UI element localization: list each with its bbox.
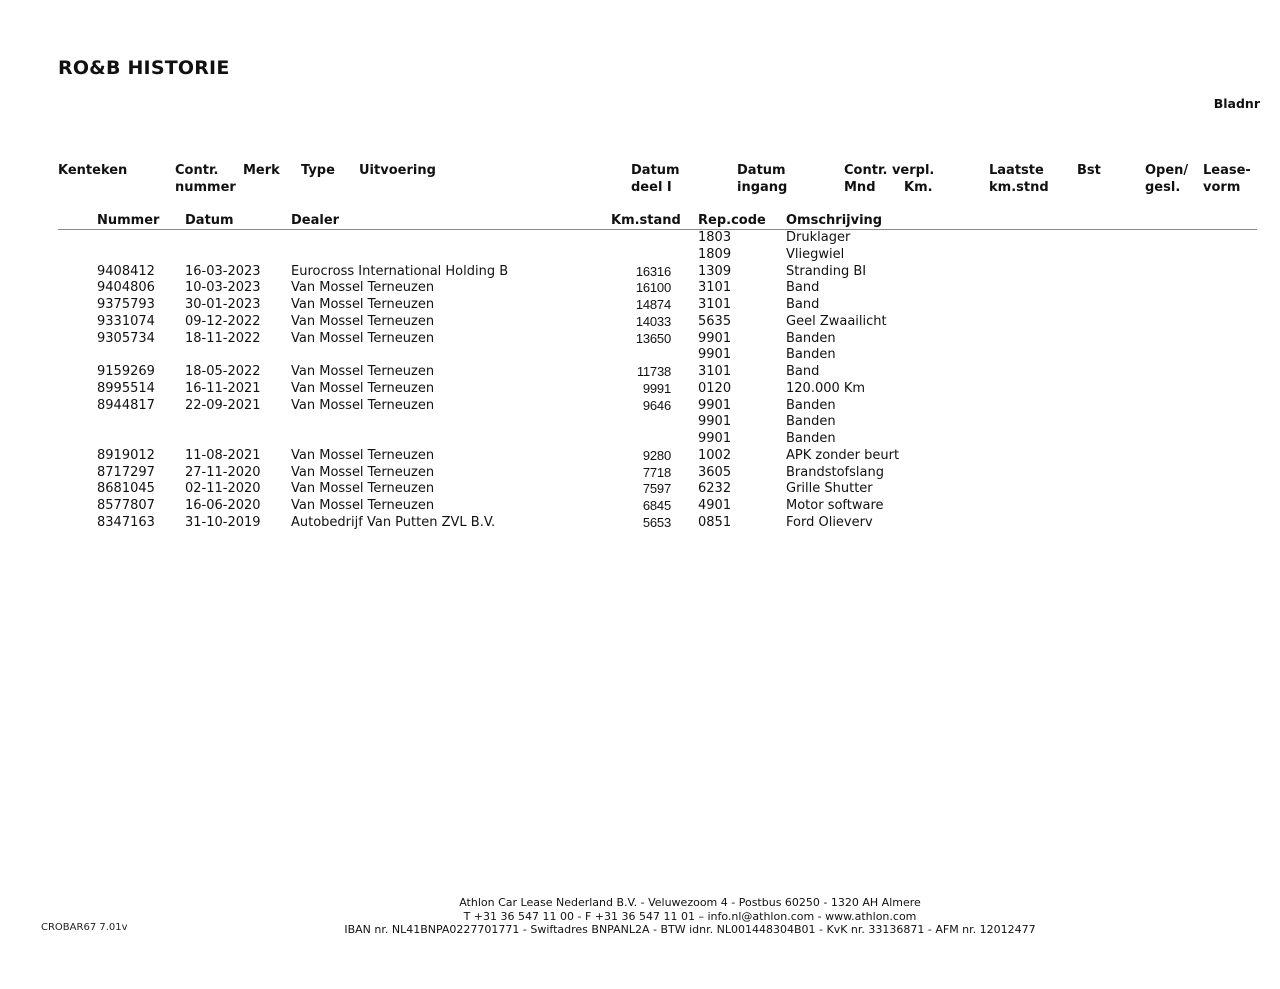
cell-kmstand: 16100 bbox=[635, 280, 671, 296]
cell-nummer: 9159269 bbox=[97, 364, 155, 379]
table-row bbox=[0, 264, 1280, 281]
header-contr-verpl-mnd: Mnd bbox=[844, 179, 876, 195]
header-kenteken: Kenteken bbox=[58, 163, 128, 178]
cell-repcode: 0120 bbox=[698, 380, 732, 396]
cell-kmstand: 9280 bbox=[642, 447, 671, 463]
header-uitvoering: Uitvoering bbox=[359, 163, 436, 178]
cell-omschrijving: Banden bbox=[786, 347, 836, 363]
cell-dealer: Van Mossel Terneuzen bbox=[291, 330, 435, 346]
header-contr-line1: Contr. bbox=[175, 163, 219, 178]
cell-omschrijving: Brandstofslang bbox=[786, 464, 884, 480]
table-row bbox=[0, 247, 1280, 264]
cell-omschrijving: Banden bbox=[786, 397, 836, 413]
cell-dealer: Autobedrijf Van Putten ZVL B.V. bbox=[291, 514, 496, 530]
cell-datum: 10-03-2023 bbox=[185, 280, 261, 296]
cell-dealer: Van Mossel Terneuzen bbox=[291, 498, 435, 513]
cell-nummer: 8717297 bbox=[97, 464, 155, 480]
table-row bbox=[0, 414, 1280, 431]
header-datum-deel-line2: deel I bbox=[631, 179, 672, 195]
cell-omschrijving: Band bbox=[786, 297, 820, 312]
cell-kmstand: 9646 bbox=[642, 397, 671, 413]
header-lease-line1: Lease- bbox=[1203, 163, 1251, 178]
table-row bbox=[0, 481, 1280, 498]
cell-repcode: 9901 bbox=[698, 330, 732, 346]
cell-kmstand: 13650 bbox=[635, 330, 671, 346]
subheader-omschrijving: Omschrijving bbox=[786, 213, 883, 228]
cell-nummer: 8347163 bbox=[97, 514, 155, 530]
table-row bbox=[0, 347, 1280, 364]
cell-kmstand: 11738 bbox=[636, 364, 671, 379]
cell-kmstand: 16316 bbox=[635, 263, 671, 279]
subheader-nummer: Nummer bbox=[97, 213, 160, 228]
cell-repcode: 1002 bbox=[698, 447, 732, 463]
header-open-line1: Open/ bbox=[1145, 163, 1189, 178]
cell-kmstand: 7718 bbox=[642, 464, 671, 480]
cell-repcode: 9901 bbox=[698, 397, 732, 413]
cell-omschrijving: Banden bbox=[786, 330, 836, 346]
cell-dealer: Van Mossel Terneuzen bbox=[291, 464, 435, 480]
cell-dealer: Van Mossel Terneuzen bbox=[291, 297, 435, 312]
footer-line-contact: T +31 36 547 11 00 - F +31 36 547 11 01 – info.nl@athlon.com - www.athlon.com bbox=[463, 909, 917, 923]
header-datum-ingang bbox=[737, 163, 787, 196]
cell-datum: 30-01-2023 bbox=[185, 297, 261, 312]
cell-kmstand: 5653 bbox=[642, 514, 671, 530]
cell-repcode: 3101 bbox=[698, 364, 732, 379]
cell-dealer: Van Mossel Terneuzen bbox=[291, 380, 435, 396]
header-bst: Bst bbox=[1077, 163, 1101, 178]
table-row bbox=[0, 364, 1280, 381]
header-laatste-line1: Laatste bbox=[989, 163, 1044, 178]
cell-repcode: 1809 bbox=[698, 246, 732, 262]
cell-datum: 18-11-2022 bbox=[185, 330, 261, 346]
subheader-kmstand: Km.stand bbox=[611, 213, 681, 228]
cell-datum: 16-11-2021 bbox=[185, 380, 261, 396]
cell-omschrijving: Stranding BI bbox=[786, 263, 867, 279]
table-row bbox=[0, 297, 1280, 314]
cell-dealer: Van Mossel Terneuzen bbox=[291, 313, 435, 329]
header-datum-ingang-line2: ingang bbox=[737, 179, 788, 195]
cell-dealer: Van Mossel Terneuzen bbox=[291, 364, 435, 379]
cell-datum: 11-08-2021 bbox=[185, 447, 261, 463]
header-open-line2: gesl. bbox=[1145, 179, 1181, 195]
cell-nummer: 9331074 bbox=[97, 313, 155, 329]
table-row bbox=[0, 465, 1280, 482]
subheader-repcode: Rep.code bbox=[698, 213, 766, 228]
cell-kmstand: 6845 bbox=[642, 498, 671, 513]
cell-omschrijving: Banden bbox=[786, 414, 836, 430]
cell-nummer: 9408412 bbox=[97, 263, 155, 279]
table-row bbox=[0, 230, 1280, 247]
cell-omschrijving: 120.000 Km bbox=[786, 380, 866, 396]
table-row bbox=[0, 381, 1280, 398]
cell-datum: 02-11-2020 bbox=[185, 481, 261, 497]
header-datum-deel-line1: Datum bbox=[631, 163, 680, 178]
bladnr-label: Bladnr bbox=[1213, 96, 1260, 111]
footer-line-registration: IBAN nr. NL41BNPA0227701771 - Swiftadres BNPANL2A - BTW idnr. NL001448304B01 - KvK nr. 33136871 - AFM nr. 12012477 bbox=[344, 923, 1036, 936]
cell-repcode: 9901 bbox=[698, 431, 732, 446]
cell-datum: 16-06-2020 bbox=[185, 498, 261, 513]
table-row bbox=[0, 515, 1280, 532]
cell-omschrijving: Geel Zwaailicht bbox=[786, 313, 887, 329]
table-row bbox=[0, 280, 1280, 297]
header-laatste-line2: km.stnd bbox=[989, 179, 1049, 195]
table-row bbox=[0, 331, 1280, 348]
cell-omschrijving: Druklager bbox=[786, 230, 851, 245]
header-contr-verpl: Contr. verpl. bbox=[844, 163, 935, 178]
table-row bbox=[0, 431, 1280, 448]
page-title: RO&B HISTORIE bbox=[58, 57, 230, 79]
cell-repcode: 3605 bbox=[698, 464, 732, 480]
cell-datum: 31-10-2019 bbox=[185, 514, 261, 530]
subheader-datum: Datum bbox=[185, 213, 234, 228]
subheader-dealer: Dealer bbox=[291, 213, 340, 228]
header-contr-verpl-km: Km. bbox=[904, 179, 933, 195]
header-lease-line2: vorm bbox=[1203, 179, 1241, 195]
table-row bbox=[0, 314, 1280, 331]
header-leasevorm bbox=[1203, 163, 1251, 196]
header-datum-ingang-line1: Datum bbox=[737, 163, 786, 178]
cell-omschrijving: Banden bbox=[786, 431, 836, 446]
cell-nummer: 8577807 bbox=[97, 498, 155, 513]
cell-nummer: 8681045 bbox=[97, 481, 155, 497]
footer-line-address: Athlon Car Lease Nederland B.V. - Veluwezoom 4 - Postbus 60250 - 1320 AH Almere bbox=[459, 896, 921, 909]
cell-dealer: Van Mossel Terneuzen bbox=[291, 280, 435, 296]
cell-repcode: 3101 bbox=[698, 297, 732, 312]
cell-datum: 09-12-2022 bbox=[185, 313, 261, 329]
header-type: Type bbox=[301, 163, 335, 178]
cell-datum: 18-05-2022 bbox=[185, 364, 261, 379]
cell-omschrijving: APK zonder beurt bbox=[786, 447, 900, 463]
cell-kmstand: 14033 bbox=[635, 313, 671, 329]
cell-dealer: Van Mossel Terneuzen bbox=[291, 481, 435, 497]
history-table bbox=[0, 230, 1280, 532]
cell-omschrijving: Motor software bbox=[786, 498, 884, 513]
cell-nummer: 9375793 bbox=[97, 297, 155, 312]
cell-nummer: 8919012 bbox=[97, 447, 155, 463]
cell-datum: 16-03-2023 bbox=[185, 263, 261, 279]
cell-omschrijving: Ford Olieverv bbox=[786, 514, 873, 530]
cell-datum: 27-11-2020 bbox=[185, 464, 261, 480]
cell-nummer: 8995514 bbox=[97, 380, 155, 396]
cell-datum: 22-09-2021 bbox=[185, 397, 261, 413]
header-datum-deel bbox=[631, 163, 680, 196]
cell-dealer: Van Mossel Terneuzen bbox=[291, 397, 435, 413]
cell-repcode: 6232 bbox=[698, 481, 732, 497]
table-row bbox=[0, 398, 1280, 415]
cell-omschrijving: Vliegwiel bbox=[786, 246, 845, 262]
header-open-gesl bbox=[1145, 163, 1188, 196]
cell-repcode: 9901 bbox=[698, 414, 732, 430]
cell-nummer: 8944817 bbox=[97, 397, 155, 413]
cell-repcode: 1803 bbox=[698, 230, 732, 245]
cell-omschrijving: Grille Shutter bbox=[786, 481, 873, 497]
header-contr-nummer bbox=[175, 163, 236, 196]
cell-repcode: 3101 bbox=[698, 280, 732, 296]
cell-nummer: 9305734 bbox=[97, 330, 155, 346]
cell-dealer: Van Mossel Terneuzen bbox=[291, 447, 435, 463]
form-code: CROBAR67 7.01v bbox=[41, 922, 128, 933]
cell-kmstand: 9991 bbox=[642, 380, 671, 396]
cell-omschrijving: Band bbox=[786, 280, 820, 296]
cell-kmstand: 14874 bbox=[635, 297, 671, 312]
header-contr-line2: nummer bbox=[175, 179, 236, 195]
cell-repcode: 4901 bbox=[698, 498, 732, 513]
table-row bbox=[0, 448, 1280, 465]
header-laatste-kmstnd bbox=[989, 163, 1049, 196]
cell-repcode: 1309 bbox=[698, 263, 732, 279]
cell-dealer: Eurocross International Holding B bbox=[291, 263, 509, 279]
cell-repcode: 5635 bbox=[698, 313, 732, 329]
header-merk: Merk bbox=[243, 163, 280, 178]
cell-kmstand: 7597 bbox=[642, 481, 671, 497]
cell-nummer: 9404806 bbox=[97, 280, 155, 296]
cell-repcode: 0851 bbox=[698, 514, 732, 530]
table-row bbox=[0, 498, 1280, 515]
cell-omschrijving: Band bbox=[786, 364, 820, 379]
cell-repcode: 9901 bbox=[698, 347, 732, 363]
